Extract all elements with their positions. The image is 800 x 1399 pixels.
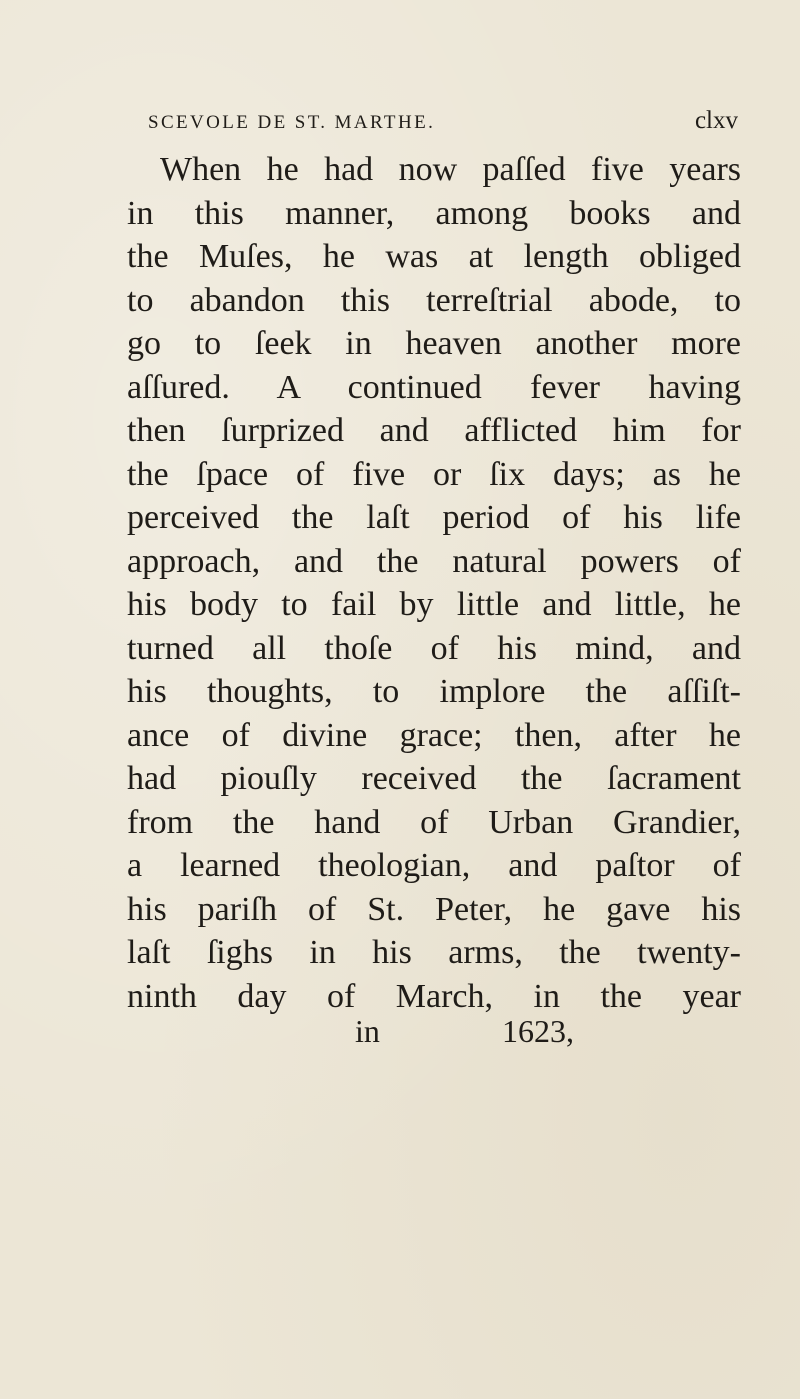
- text-line: from the hand of Urban Grandier,: [127, 803, 741, 841]
- text-line: the ſpace of five or ſix days; as he: [127, 455, 741, 493]
- text-line: perceived the laſt period of his life: [127, 499, 741, 536]
- page-number: clxv: [694, 107, 738, 134]
- text-line: turned all thoſe of his mind, and: [127, 629, 741, 667]
- text-line: then ſurprized and afflicted him for: [127, 412, 741, 449]
- running-title: SCEVOLE DE ST. MARTHE.: [148, 112, 436, 133]
- text-line: go to ſeek in heaven another more: [127, 325, 741, 362]
- text-line: ninth day of March, in the year: [127, 977, 741, 1015]
- page-header: [148, 108, 738, 138]
- text-line: ance of divine grace; then, after he: [127, 716, 741, 754]
- text-line: a learned theologian, and paſtor of: [127, 847, 741, 884]
- text-line: his pariſh of St. Peter, he gave his: [127, 890, 741, 928]
- text-line: the Muſes, he was at length obliged: [127, 238, 741, 275]
- text-line: When he had now paſſed five years: [160, 151, 741, 188]
- text-line: his thoughts, to implore the aſſiſt-: [127, 673, 741, 710]
- text-line: laſt ſighs in his arms, the twenty-: [127, 934, 741, 971]
- text-line: his body to fail by little and little, he: [127, 586, 741, 623]
- text-line: had piouſly received the ſacrament: [127, 760, 741, 797]
- catchword: in: [355, 1013, 380, 1049]
- body-text: [127, 148, 741, 1018]
- text-line: aſſured. A continued fever having: [127, 368, 741, 406]
- signature-mark: 1623,: [502, 1013, 574, 1049]
- text-line: to abandon this terreſtrial abode, to: [127, 281, 741, 319]
- text-line: approach, and the natural powers of: [127, 542, 741, 580]
- text-line: in this manner, among books and: [127, 194, 741, 232]
